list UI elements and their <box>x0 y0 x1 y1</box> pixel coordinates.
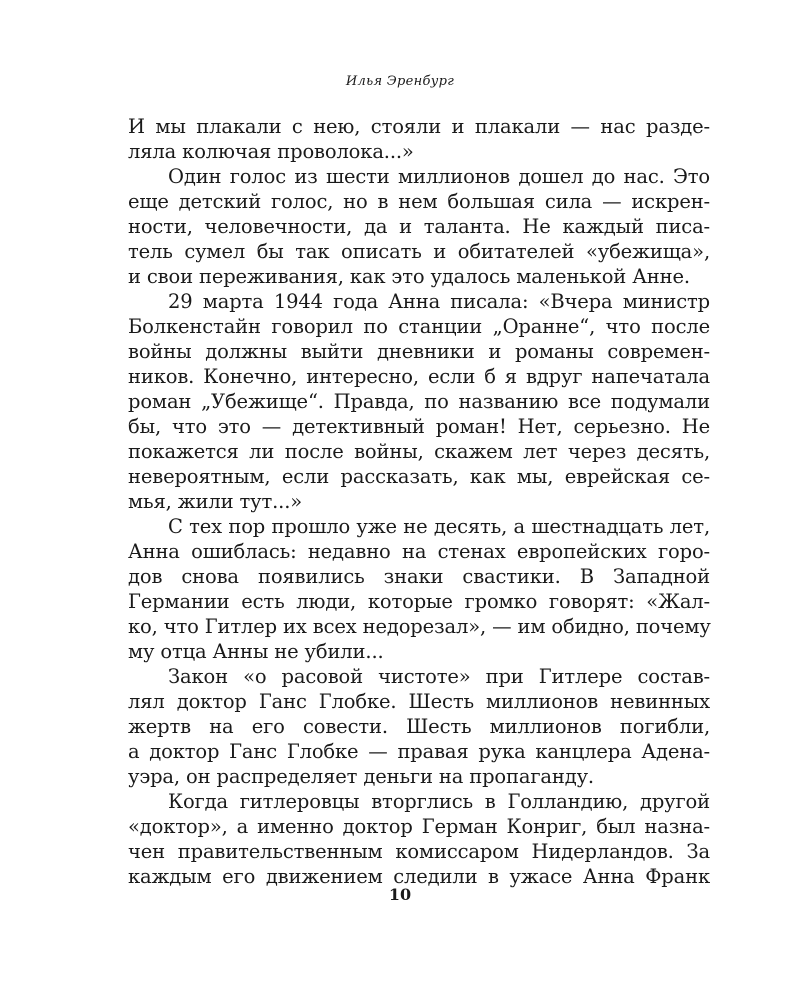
text-line: Когда гитлеровцы вторглись в Голландию, другой <box>168 790 710 813</box>
text-line: и свои переживания, как это удалось маленькой Анне. <box>128 265 690 288</box>
text-line: бы, что это — детективный роман! Нет, серьезно. Не <box>128 415 710 438</box>
text-line: дов снова появились знаки свастики. В Западной <box>128 565 710 588</box>
text-line: лял доктор Ганс Глобке. Шесть миллионов невинных <box>128 690 710 713</box>
text-line: войны должны выйти дневники и романы современ- <box>128 340 710 363</box>
text-line: 29 марта 1944 года Анна писала: «Вчера министр <box>168 290 710 313</box>
text-line: му отца Анны не убили... <box>128 640 384 663</box>
running-head-author: Илья Эренбург <box>345 74 455 89</box>
text-line: покажется ли после войны, скажем лет через десять, <box>128 440 710 463</box>
page-number: 10 <box>388 885 412 904</box>
text-line: Анна ошиблась: недавно на стенах европейских горо- <box>128 540 710 563</box>
text-line: каждым его движением следили в ужасе Анна Франк <box>128 865 710 888</box>
text-line: Германии есть люди, которые громко говорят: «Жал- <box>128 590 710 613</box>
text-line: «доктор», а именно доктор Герман Конриг, был назна- <box>128 815 710 838</box>
text-line: роман „Убежище“. Правда, по названию все подумали <box>128 390 710 413</box>
text-line: уэра, он распределяет деньги на пропаганду. <box>128 765 594 788</box>
text-line: а доктор Ганс Глобке — правая рука канцлера Адена- <box>128 740 710 763</box>
text-line: С тех пор прошло уже не десять, а шестнадцать лет, <box>168 515 710 538</box>
text-line: Один голос из шести миллионов дошел до нас. Это <box>168 165 710 188</box>
text-line: жертв на его совести. Шесть миллионов погибли, <box>128 715 710 738</box>
body-text <box>128 114 710 889</box>
text-line: еще детский голос, но в нем большая сила — искрен- <box>128 190 710 213</box>
text-line: ников. Конечно, интересно, если б я вдруг напечатала <box>128 365 710 388</box>
text-line: Болкенстайн говорил по станции „Оранне“, что после <box>128 315 710 338</box>
text-line: И мы плакали с нею, стояли и плакали — нас разде- <box>128 115 710 138</box>
text-line: ко, что Гитлер их всех недорезал», — им обидно, почему <box>128 615 711 638</box>
text-line: ности, человечности, да и таланта. Не каждый писа- <box>128 215 710 238</box>
text-line: невероятным, если рассказать, как мы, еврейская се- <box>128 465 710 488</box>
text-line: тель сумел бы так описать и обитателей «убежища», <box>128 240 710 263</box>
text-line: Закон «о расовой чистоте» при Гитлере состав- <box>168 665 710 688</box>
text-line: чен правительственным комиссаром Нидерландов. За <box>128 840 710 863</box>
text-line: ляла колючая проволока...» <box>128 140 414 163</box>
text-line: мья, жили тут...» <box>128 490 303 513</box>
